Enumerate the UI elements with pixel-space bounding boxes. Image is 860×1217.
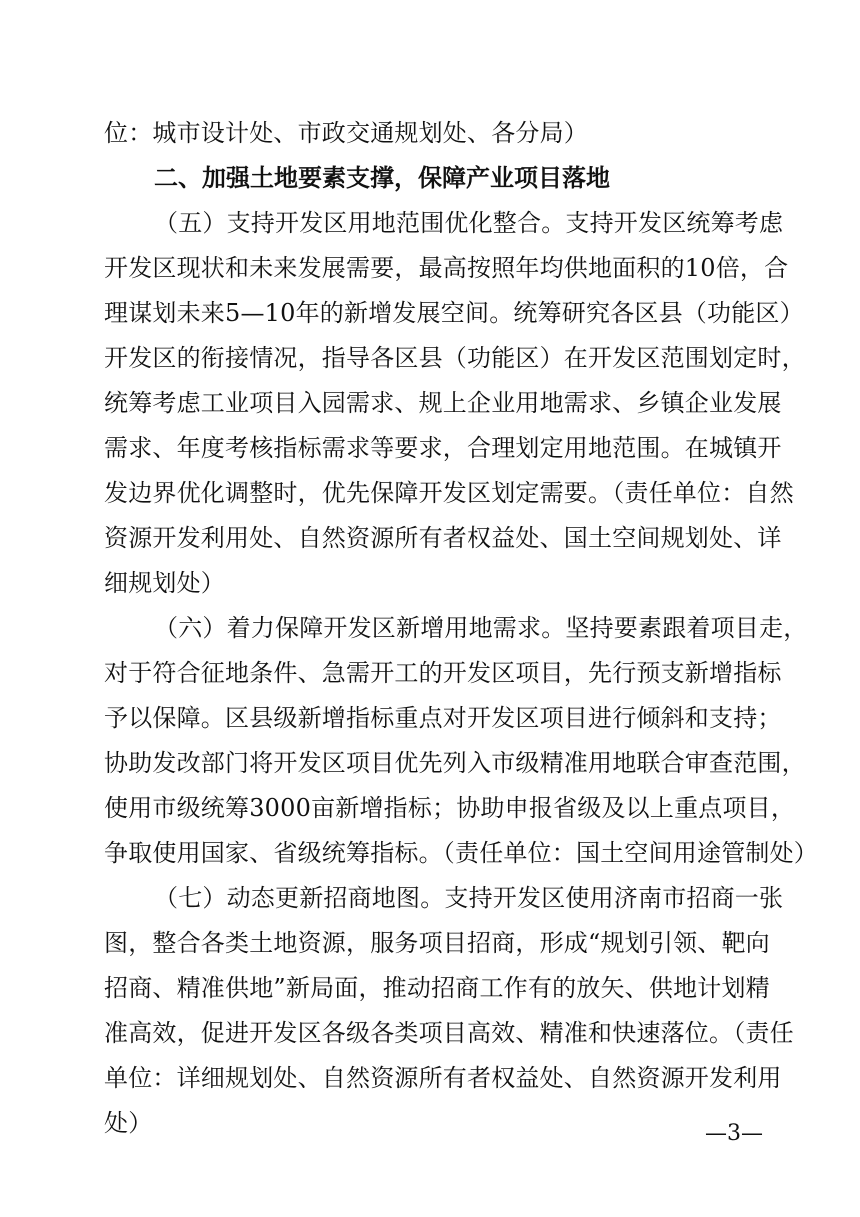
document-line: 开发区现状和未来发展需要，最高按照年均供地面积的10倍，合	[104, 254, 789, 282]
document-line: 争取使用国家、省级统筹指标。（责任单位：国土空间用途管制处）	[104, 839, 818, 867]
document-line: （五）支持开发区用地范围优化整合。支持开发区统筹考虑	[154, 209, 784, 237]
document-line: 需求、年度考核指标需求等要求，合理划定用地范围。在城镇开	[104, 434, 782, 462]
document-line: 对于符合征地条件、急需开工的开发区项目，先行预支新增指标	[104, 659, 782, 687]
document-line: 统筹考虑工业项目入园需求、规上企业用地需求、乡镇企业发展	[104, 389, 782, 417]
document-line: 使用市级统筹3000亩新增指标；协助申报省级及以上重点项目，	[104, 794, 796, 822]
document-line: 图，整合各类土地资源，服务项目招商，形成“规划引领、靶向	[104, 929, 770, 957]
page-number: —3—	[705, 1121, 763, 1146]
document-line: 理谋划未来5—10年的新增发展空间。统筹研究各区县（功能区）	[104, 299, 804, 327]
document-line: 准高效，促进开发区各级各类项目高效、精准和快速落位。（责任	[104, 1019, 794, 1047]
document-line: 处）	[104, 1109, 153, 1137]
document-line: 资源开发利用处、自然资源所有者权益处、国土空间规划处、详	[104, 524, 782, 552]
document-line: 位：城市设计处、市政交通规划处、各分局）	[104, 119, 588, 147]
document-line: （六）着力保障开发区新增用地需求。坚持要素跟着项目走，	[154, 614, 808, 642]
document-line: 发边界优化调整时，优先保障开发区划定需要。（责任单位：自然	[104, 479, 794, 507]
section-heading: 二、加强土地要素支撑，保障产业项目落地	[154, 164, 610, 192]
document-line: 招商、精准供地”新局面，推动招商工作有的放矢、供地计划精	[104, 974, 770, 1002]
document-line: 开发区的衔接情况，指导各区县（功能区）在开发区范围划定时，	[104, 344, 806, 372]
document-line: （七）动态更新招商地图。支持开发区使用济南市招商一张	[154, 884, 784, 912]
document-line: 细规划处）	[104, 569, 225, 597]
document-line: 单位：详细规划处、自然资源所有者权益处、自然资源开发利用	[104, 1064, 782, 1092]
document-line: 予以保障。区县级新增指标重点对开发区项目进行倾斜和支持；	[104, 704, 782, 732]
document-line: 协助发改部门将开发区项目优先列入市级精准用地联合审查范围，	[104, 749, 806, 777]
